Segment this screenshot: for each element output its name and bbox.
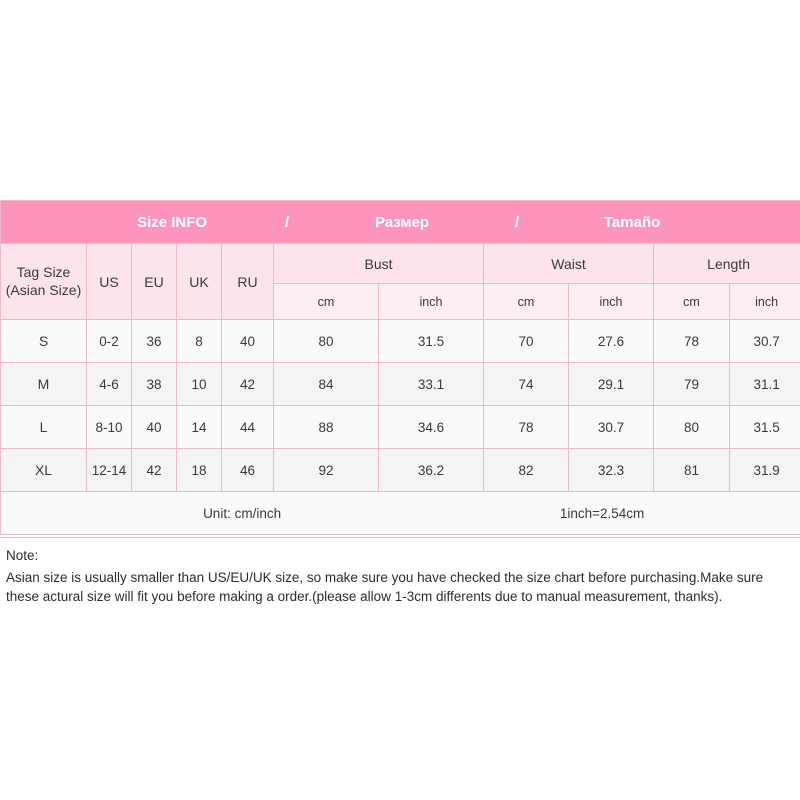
- size-info-banner: [1, 201, 800, 244]
- row-bust-cm: 88: [274, 406, 379, 449]
- row-bust-inch: 33.1: [379, 363, 484, 406]
- row-length-inch: 31.9: [730, 449, 800, 492]
- row-waist-cm: 82: [484, 449, 569, 492]
- row-ru: 42: [222, 363, 274, 406]
- row-bust-inch: 31.5: [379, 320, 484, 363]
- header-ru: RU: [222, 244, 274, 320]
- row-ru: 46: [222, 449, 274, 492]
- table-row: [1, 320, 800, 363]
- note-body: Asian size is usually smaller than US/EU/UK size, so make sure you have checked the size chart before purchasing.Make sure these actural size will fit you before making a order.(please allow 1-3cm differents due to manual measurement, thanks).: [6, 569, 764, 605]
- row-ru: 40: [222, 320, 274, 363]
- tag-size-header-line1: Tag Size: [16, 264, 71, 280]
- row-eu: 36: [132, 320, 177, 363]
- header-bust: Bust: [274, 244, 484, 284]
- header-length-cm: cm: [654, 284, 730, 320]
- header-group-row: [1, 244, 800, 284]
- banner-label-spanish: Tamaño: [603, 213, 661, 231]
- header-uk: UK: [177, 244, 222, 320]
- row-waist-inch: 30.7: [569, 406, 654, 449]
- header-bust-cm: cm: [274, 284, 379, 320]
- row-waist-cm: 78: [484, 406, 569, 449]
- banner-separator-1: /: [284, 213, 290, 231]
- size-chart-table: [0, 200, 800, 535]
- row-size-label: XL: [1, 449, 87, 492]
- row-bust-inch: 34.6: [379, 406, 484, 449]
- row-us: 12-14: [87, 449, 132, 492]
- size-chart-table-wrapper: [0, 200, 800, 535]
- banner-label-russian: Размер: [375, 213, 430, 231]
- note-block: [0, 537, 800, 613]
- row-uk: 8: [177, 320, 222, 363]
- row-us: 4-6: [87, 363, 132, 406]
- unit-note-left: Unit: cm/inch: [203, 505, 282, 521]
- size-chart-header: [1, 201, 800, 320]
- row-size-label: L: [1, 406, 87, 449]
- row-length-cm: 80: [654, 406, 730, 449]
- row-bust-cm: 84: [274, 363, 379, 406]
- row-length-inch: 31.5: [730, 406, 800, 449]
- row-us: 0-2: [87, 320, 132, 363]
- row-uk: 14: [177, 406, 222, 449]
- row-bust-cm: 80: [274, 320, 379, 363]
- row-ru: 44: [222, 406, 274, 449]
- header-waist-inch: inch: [569, 284, 654, 320]
- row-length-cm: 79: [654, 363, 730, 406]
- header-us: US: [87, 244, 132, 320]
- row-waist-inch: 29.1: [569, 363, 654, 406]
- row-us: 8-10: [87, 406, 132, 449]
- row-length-inch: 30.7: [730, 320, 800, 363]
- table-row: [1, 363, 800, 406]
- row-length-cm: 78: [654, 320, 730, 363]
- tag-size-header-line2: (Asian Size): [5, 281, 82, 298]
- row-uk: 18: [177, 449, 222, 492]
- size-chart-body: [1, 320, 800, 535]
- row-size-label: M: [1, 363, 87, 406]
- unit-note-right: 1inch=2.54cm: [559, 505, 645, 521]
- size-info-banner-row: [1, 201, 800, 244]
- note-title: Note:: [6, 548, 39, 563]
- unit-note-row: [1, 492, 800, 535]
- table-row: [1, 449, 800, 492]
- row-waist-inch: 27.6: [569, 320, 654, 363]
- unit-note-cell: [1, 492, 800, 535]
- row-bust-inch: 36.2: [379, 449, 484, 492]
- header-eu: EU: [132, 244, 177, 320]
- table-row: [1, 406, 800, 449]
- banner-separator-2: /: [514, 213, 520, 231]
- row-size-label: S: [1, 320, 87, 363]
- row-waist-inch: 32.3: [569, 449, 654, 492]
- header-length: Length: [654, 244, 800, 284]
- row-waist-cm: 74: [484, 363, 569, 406]
- row-waist-cm: 70: [484, 320, 569, 363]
- tag-size-header: [1, 244, 87, 320]
- row-eu: 42: [132, 449, 177, 492]
- banner-label-english: Size INFO: [137, 213, 208, 231]
- header-bust-inch: inch: [379, 284, 484, 320]
- row-eu: 38: [132, 363, 177, 406]
- row-length-inch: 31.1: [730, 363, 800, 406]
- header-waist-cm: cm: [484, 284, 569, 320]
- header-length-inch: inch: [730, 284, 800, 320]
- row-uk: 10: [177, 363, 222, 406]
- row-bust-cm: 92: [274, 449, 379, 492]
- row-eu: 40: [132, 406, 177, 449]
- row-length-cm: 81: [654, 449, 730, 492]
- header-waist: Waist: [484, 244, 654, 284]
